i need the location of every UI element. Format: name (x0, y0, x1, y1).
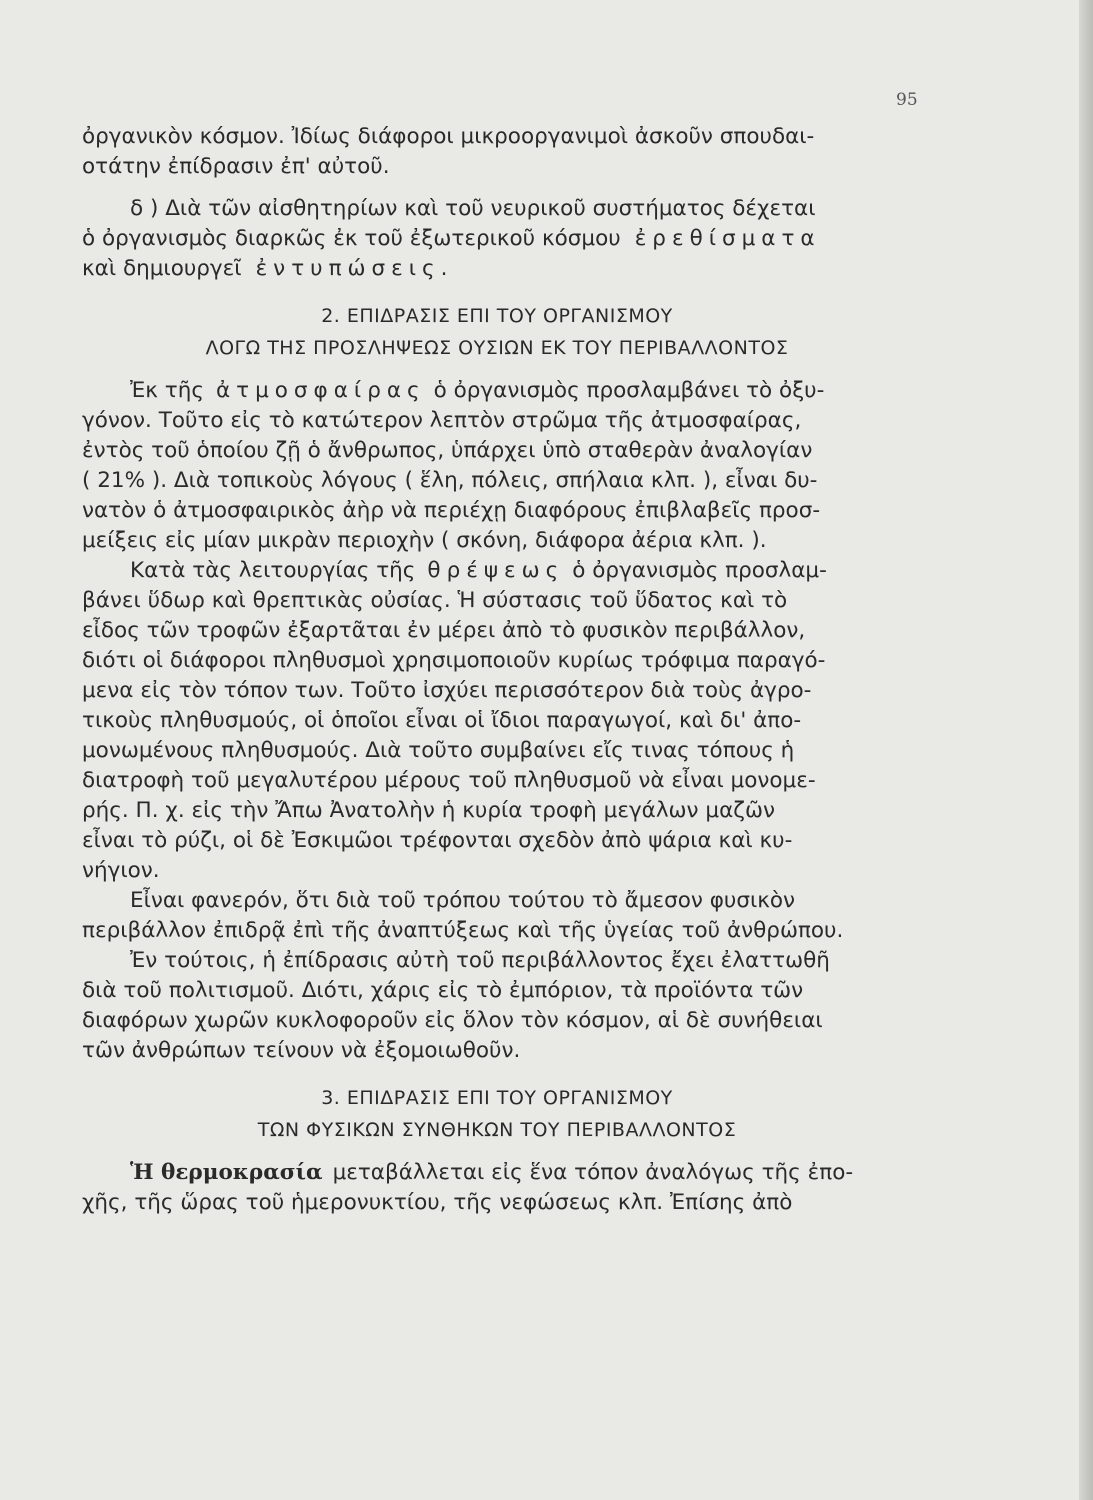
text-line: ( 21% ). Διὰ τοπικοὺς λόγους ( ἕλη, πόλεις, σπήλαια κλπ. ), εἶναι δυ- (82, 468, 818, 494)
text-span: μεταβάλλεται εἰς ἕνα τόπον ἀναλόγως τῆς ἐπο- (332, 1160, 854, 1186)
text-line: μενα εἰς τὸν τόπον των. Τοῦτο ἰσχύει περισσότερον διὰ τοὺς ἀγρο- (82, 678, 812, 704)
text-line: τῶν ἀνθρώπων τείνουν νὰ ἐξομοιωθοῦν. (82, 1038, 521, 1064)
text-line (82, 254, 912, 284)
text-line: διότι οἱ διάφοροι πληθυσμοὶ χρησιμοποιοῦν κυρίως τρόφιμα παραγό- (82, 648, 826, 674)
text-line: εἶναι τὸ ρύζι, οἱ δὲ Ἐσκιμῶοι τρέφονται σχεδὸν ἀπὸ ψάρια καὶ κυ- (82, 828, 793, 854)
text-line (82, 556, 912, 586)
emphasized-term: ἀτμοσφαίρας (215, 378, 426, 404)
text-line: ρής. Π. χ. εἰς τὴν Ἄπω Ἀνατολὴν ἡ κυρία τροφὴ μεγάλων μαζῶν (82, 798, 775, 824)
text-line: γόνον. Τοῦτο εἰς τὸ κατώτερον λεπτὸν στρῶμα τῆς ἀτμοσφαίρας, (82, 408, 802, 434)
emphasized-term: ἐρεθίσματα (634, 226, 821, 252)
text-line: οτάτην ἐπίδρασιν ἐπ' αὐτοῦ. (82, 154, 390, 180)
text-line (82, 224, 912, 254)
emphasized-term: θρέψεως (427, 558, 565, 584)
text-line: νατὸν ὁ ἀτμοσφαιρικὸς ἀὴρ νὰ περιέχῃ διαφόρους ἐπιβλαβεῖς προσ- (82, 498, 821, 524)
text-line: τικοὺς πληθυσμούς, οἱ ὁποῖοι εἶναι οἱ ἴδιοι παραγωγοί, καὶ δι' ἀπο- (82, 708, 802, 734)
text-span: ὁ ὀργανισμὸς προσλαμ- (572, 558, 827, 584)
text-line: μονωμένους πληθυσμούς. Διὰ τοῦτο συμβαίνει εἴς τινας τόπους ἡ (82, 738, 795, 764)
section-heading: 3. ΕΠΙΔΡΑΣΙΣ ΕΠΙ ΤΟΥ ΟΡΓΑΝΙΣΜΟΥ (321, 1087, 673, 1109)
text-line: Ἐν τούτοις, ἡ ἐπίδρασις αὐτὴ τοῦ περιβάλλοντος ἔχει ἐλαττωθῆ (130, 948, 830, 974)
text-line (82, 376, 912, 406)
text-line: ἐντὸς τοῦ ὁποίου ζῇ ὁ ἄνθρωπος, ὑπάρχει ὑπὸ σταθερὰν ἀναλογίαν (82, 438, 813, 464)
text-span: Ἐκ τῆς (130, 378, 204, 404)
text-span: ὁ ὀργανισμὸς διαρκῶς ἐκ τοῦ ἐξωτερικοῦ κόσμου (82, 226, 621, 252)
section-subheading: ΛΟΓΩ ΤΗΣ ΠΡΟΣΛΗΨΕΩΣ ΟΥΣΙΩΝ ΕΚ ΤΟΥ ΠΕΡΙΒΑΛΛΟΝΤΟΣ (205, 337, 789, 359)
text-span: καὶ δημιουργεῖ (82, 256, 242, 282)
text-line: διατροφὴ τοῦ μεγαλυτέρου μέρους τοῦ πληθυσμοῦ νὰ εἶναι μονομε- (82, 768, 816, 794)
text-line: Εἶναι φανερόν, ὅτι διὰ τοῦ τρόπου τούτου τὸ ἄμεσον φυσικὸν (130, 888, 796, 914)
text-line: χῆς, τῆς ὥρας τοῦ ἡμερονυκτίου, τῆς νεφώσεως κλπ. Ἐπίσης ἀπὸ (82, 1190, 793, 1216)
section-subheading: ΤΩΝ ΦΥΣΙΚΩΝ ΣΥΝΘΗΚΩΝ ΤΟΥ ΠΕΡΙΒΑΛΛΟΝΤΟΣ (257, 1119, 737, 1141)
emphasized-term: ἐντυπώσεις. (255, 256, 454, 282)
text-line: ὀργανικὸν κόσμον. Ἰδίως διάφοροι μικροοργανιμοὶ ἀσκοῦν σπουδαι- (82, 124, 815, 150)
text-line: περιβάλλον ἐπιδρᾷ ἐπὶ τῆς ἀναπτύξεως καὶ τῆς ὑγείας τοῦ ἀνθρώπου. (82, 918, 844, 944)
page-body (82, 122, 912, 1218)
text-line: διαφόρων χωρῶν κυκλοφοροῦν εἰς ὅλον τὸν κόσμον, αἱ δὲ συνήθειαι (82, 1008, 823, 1034)
text-line: βάνει ὕδωρ καὶ θρεπτικὰς οὐσίας. Ἡ σύστασις τοῦ ὕδατος καὶ τὸ (82, 588, 788, 614)
text-line: μείξεις εἰς μίαν μικρὰν περιοχὴν ( σκόνη, διάφορα ἀέρια κλπ. ). (82, 528, 767, 554)
text-line: εἶδος τῶν τροφῶν ἐξαρτᾶται ἐν μέρει ἀπὸ τὸ φυσικὸν περιβάλλον, (82, 618, 806, 644)
text-span: Κατὰ τὰς λειτουργίας τῆς (130, 558, 416, 584)
page-number: 95 (896, 90, 918, 110)
text-line: δ ) Διὰ τῶν αἰσθητηρίων καὶ τοῦ νευρικοῦ συστήματος δέχεται (130, 196, 816, 222)
text-line (82, 1158, 912, 1188)
text-span: ὁ ὀργανισμὸς προσλαμβάνει τὸ ὀξυ- (433, 378, 825, 404)
text-line: νήγιον. (82, 858, 160, 884)
text-line: διὰ τοῦ πολιτισμοῦ. Διότι, χάρις εἰς τὸ ἐμπόριον, τὰ προϊόντα τῶν (82, 978, 804, 1004)
page-edge (1079, 0, 1093, 1500)
bold-term: Ἡ θερμοκρασία (130, 1160, 323, 1186)
section-heading: 2. ΕΠΙΔΡΑΣΙΣ ΕΠΙ ΤΟΥ ΟΡΓΑΝΙΣΜΟΥ (321, 305, 673, 327)
